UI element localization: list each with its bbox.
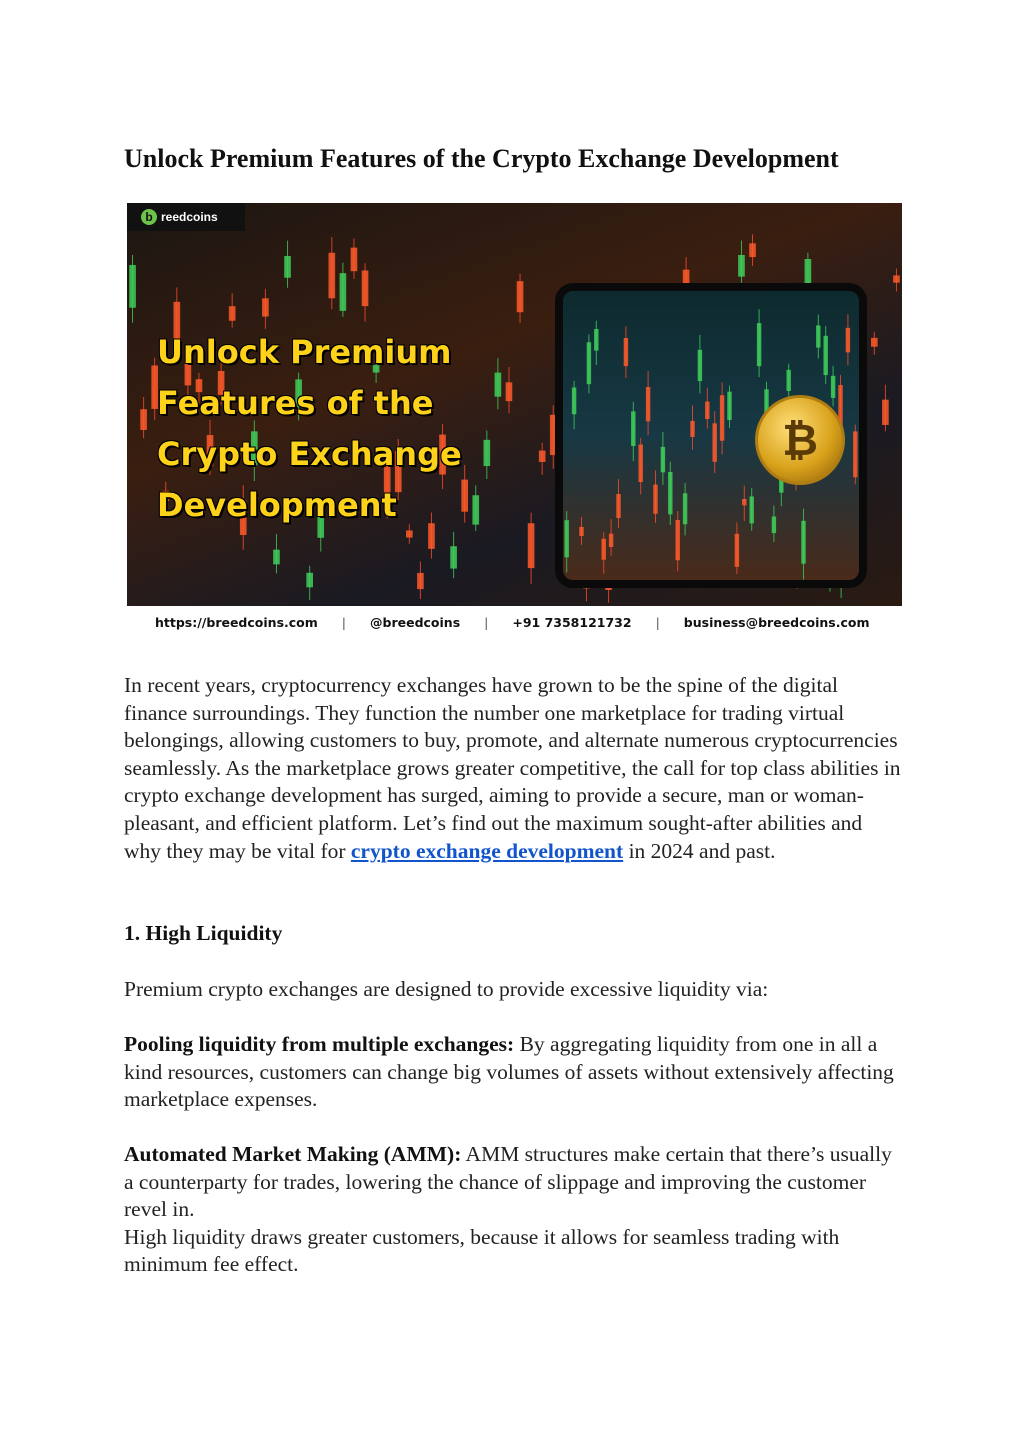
banner-image [127, 203, 902, 639]
candle-body [893, 275, 900, 282]
crypto-exchange-development-link[interactable]: crypto exchange development [350, 838, 624, 863]
contact-separator: | [484, 615, 489, 630]
point-text: AMM structures make certain that there’s usually a counterparty for trades, lowering the chance of slippage and improving the customer revel in. [124, 1142, 892, 1222]
candle-body [140, 409, 147, 430]
candle-body [229, 306, 236, 321]
candle-body [749, 496, 753, 523]
closing-text: High liquidity draws greater customers, because it allows for seamless trading with minimum fee effect. [124, 1224, 840, 1277]
candle-body [772, 517, 776, 534]
intro-text-end: in 2024 and past. [623, 838, 776, 863]
candle-body [690, 421, 694, 437]
candle-body [712, 423, 716, 461]
candle-body [668, 472, 672, 514]
candle-body [698, 350, 702, 381]
candle-body [646, 387, 650, 421]
candle-body [273, 550, 280, 565]
candle-body [129, 265, 136, 308]
contact-email: business@breedcoins.com [683, 615, 870, 630]
candle-body [816, 325, 820, 347]
candle-body [705, 402, 709, 419]
brand-logo [127, 203, 245, 231]
candle-body [417, 573, 424, 589]
candle-body [801, 521, 805, 564]
contact-website: https://breedcoins.com [155, 615, 318, 630]
candle-body [329, 253, 336, 298]
brand-logo-text: reedcoins [161, 210, 218, 224]
candle-body [450, 546, 457, 568]
section-heading: 1. High Liquidity [124, 921, 283, 945]
candle-body [517, 281, 524, 312]
bitcoin-coin-icon: ₿ [755, 395, 845, 485]
candle-body [786, 370, 790, 391]
candle-body [262, 298, 269, 316]
point-title: Pooling liquidity from multiple exchanges: [124, 1032, 515, 1056]
candle-body [749, 243, 756, 257]
contact-handle: @breedcoins [370, 615, 461, 630]
contact-phone: +91 7358121732 [512, 615, 632, 630]
point-text: By aggregating liquidity from one in all a kind resources, customers can change big volumes of assets without extensively affecting marketplace expenses. [124, 1032, 894, 1112]
candle-body [572, 387, 576, 414]
candle-body [735, 534, 739, 567]
candle-body [601, 539, 605, 560]
candle-body [579, 527, 583, 536]
candle-body [564, 520, 568, 557]
candle-body [362, 270, 369, 306]
intro-text: In recent years, cryptocurrency exchanges have grown to be the spine of the digital finance surroundings. They function the number one marketplace for trading virtual belongings, allowing customers to buy, promote, and alternate numerous cryptocurrencies seamlessly. As the marketplace grows greater competitive, the call for top class abilities in crypto exchange development has surged, aiming to provide a secure, man or woman-pleasant, and efficient platform. Let’s find out the maximum sought-after abilities and why they may be vital for [124, 673, 901, 863]
candle-body [631, 411, 635, 446]
candle-body [683, 493, 687, 524]
banner-headline-line: Development [157, 486, 397, 524]
candle-body [306, 573, 313, 588]
candle-body [757, 323, 761, 366]
point-title: Automated Market Making (AMM): [124, 1142, 462, 1166]
candle-body [720, 395, 724, 441]
brand-logo-icon: b [141, 209, 157, 225]
candle-body [587, 342, 591, 384]
candle-body [738, 255, 745, 277]
intro-paragraph [124, 672, 904, 865]
candle-body [727, 392, 731, 420]
candle-body [831, 376, 835, 398]
banner-headline [157, 327, 537, 531]
candle-body [882, 400, 889, 425]
candle-body [653, 485, 657, 514]
candle-body [853, 431, 857, 477]
candle-body [539, 451, 546, 462]
candle-body [846, 328, 850, 353]
candle-body [742, 499, 746, 505]
candle-body [661, 447, 665, 472]
candle-body [594, 329, 598, 351]
contact-separator: | [341, 615, 346, 630]
monitor-illustration [555, 283, 867, 588]
banner-headline-line: Unlock Premium [157, 333, 452, 371]
candle-body [624, 338, 628, 366]
banner-artwork [127, 203, 902, 606]
liquidity-pooling-paragraph [124, 1031, 904, 1114]
candle-body [616, 494, 620, 518]
contact-separator: | [655, 615, 660, 630]
section-lead: Premium crypto exchanges are designed to provide excessive liquidity via: [124, 977, 769, 1001]
banner-headline-line: Crypto Exchange [157, 435, 462, 473]
candle-body [638, 444, 642, 482]
document-title: Unlock Premium Features of the Crypto Exchange Development [124, 144, 839, 173]
candle-body [823, 336, 827, 375]
banner-headline-line: Features of the [157, 384, 434, 422]
candle-body [609, 534, 613, 547]
candle-body [871, 338, 878, 347]
candle-body [406, 530, 413, 537]
candle-body [675, 520, 679, 560]
banner-contact-bar [127, 606, 902, 639]
candle-body [351, 248, 358, 272]
candle-body [284, 256, 291, 278]
amm-paragraph [124, 1141, 904, 1279]
candle-body [340, 273, 347, 311]
